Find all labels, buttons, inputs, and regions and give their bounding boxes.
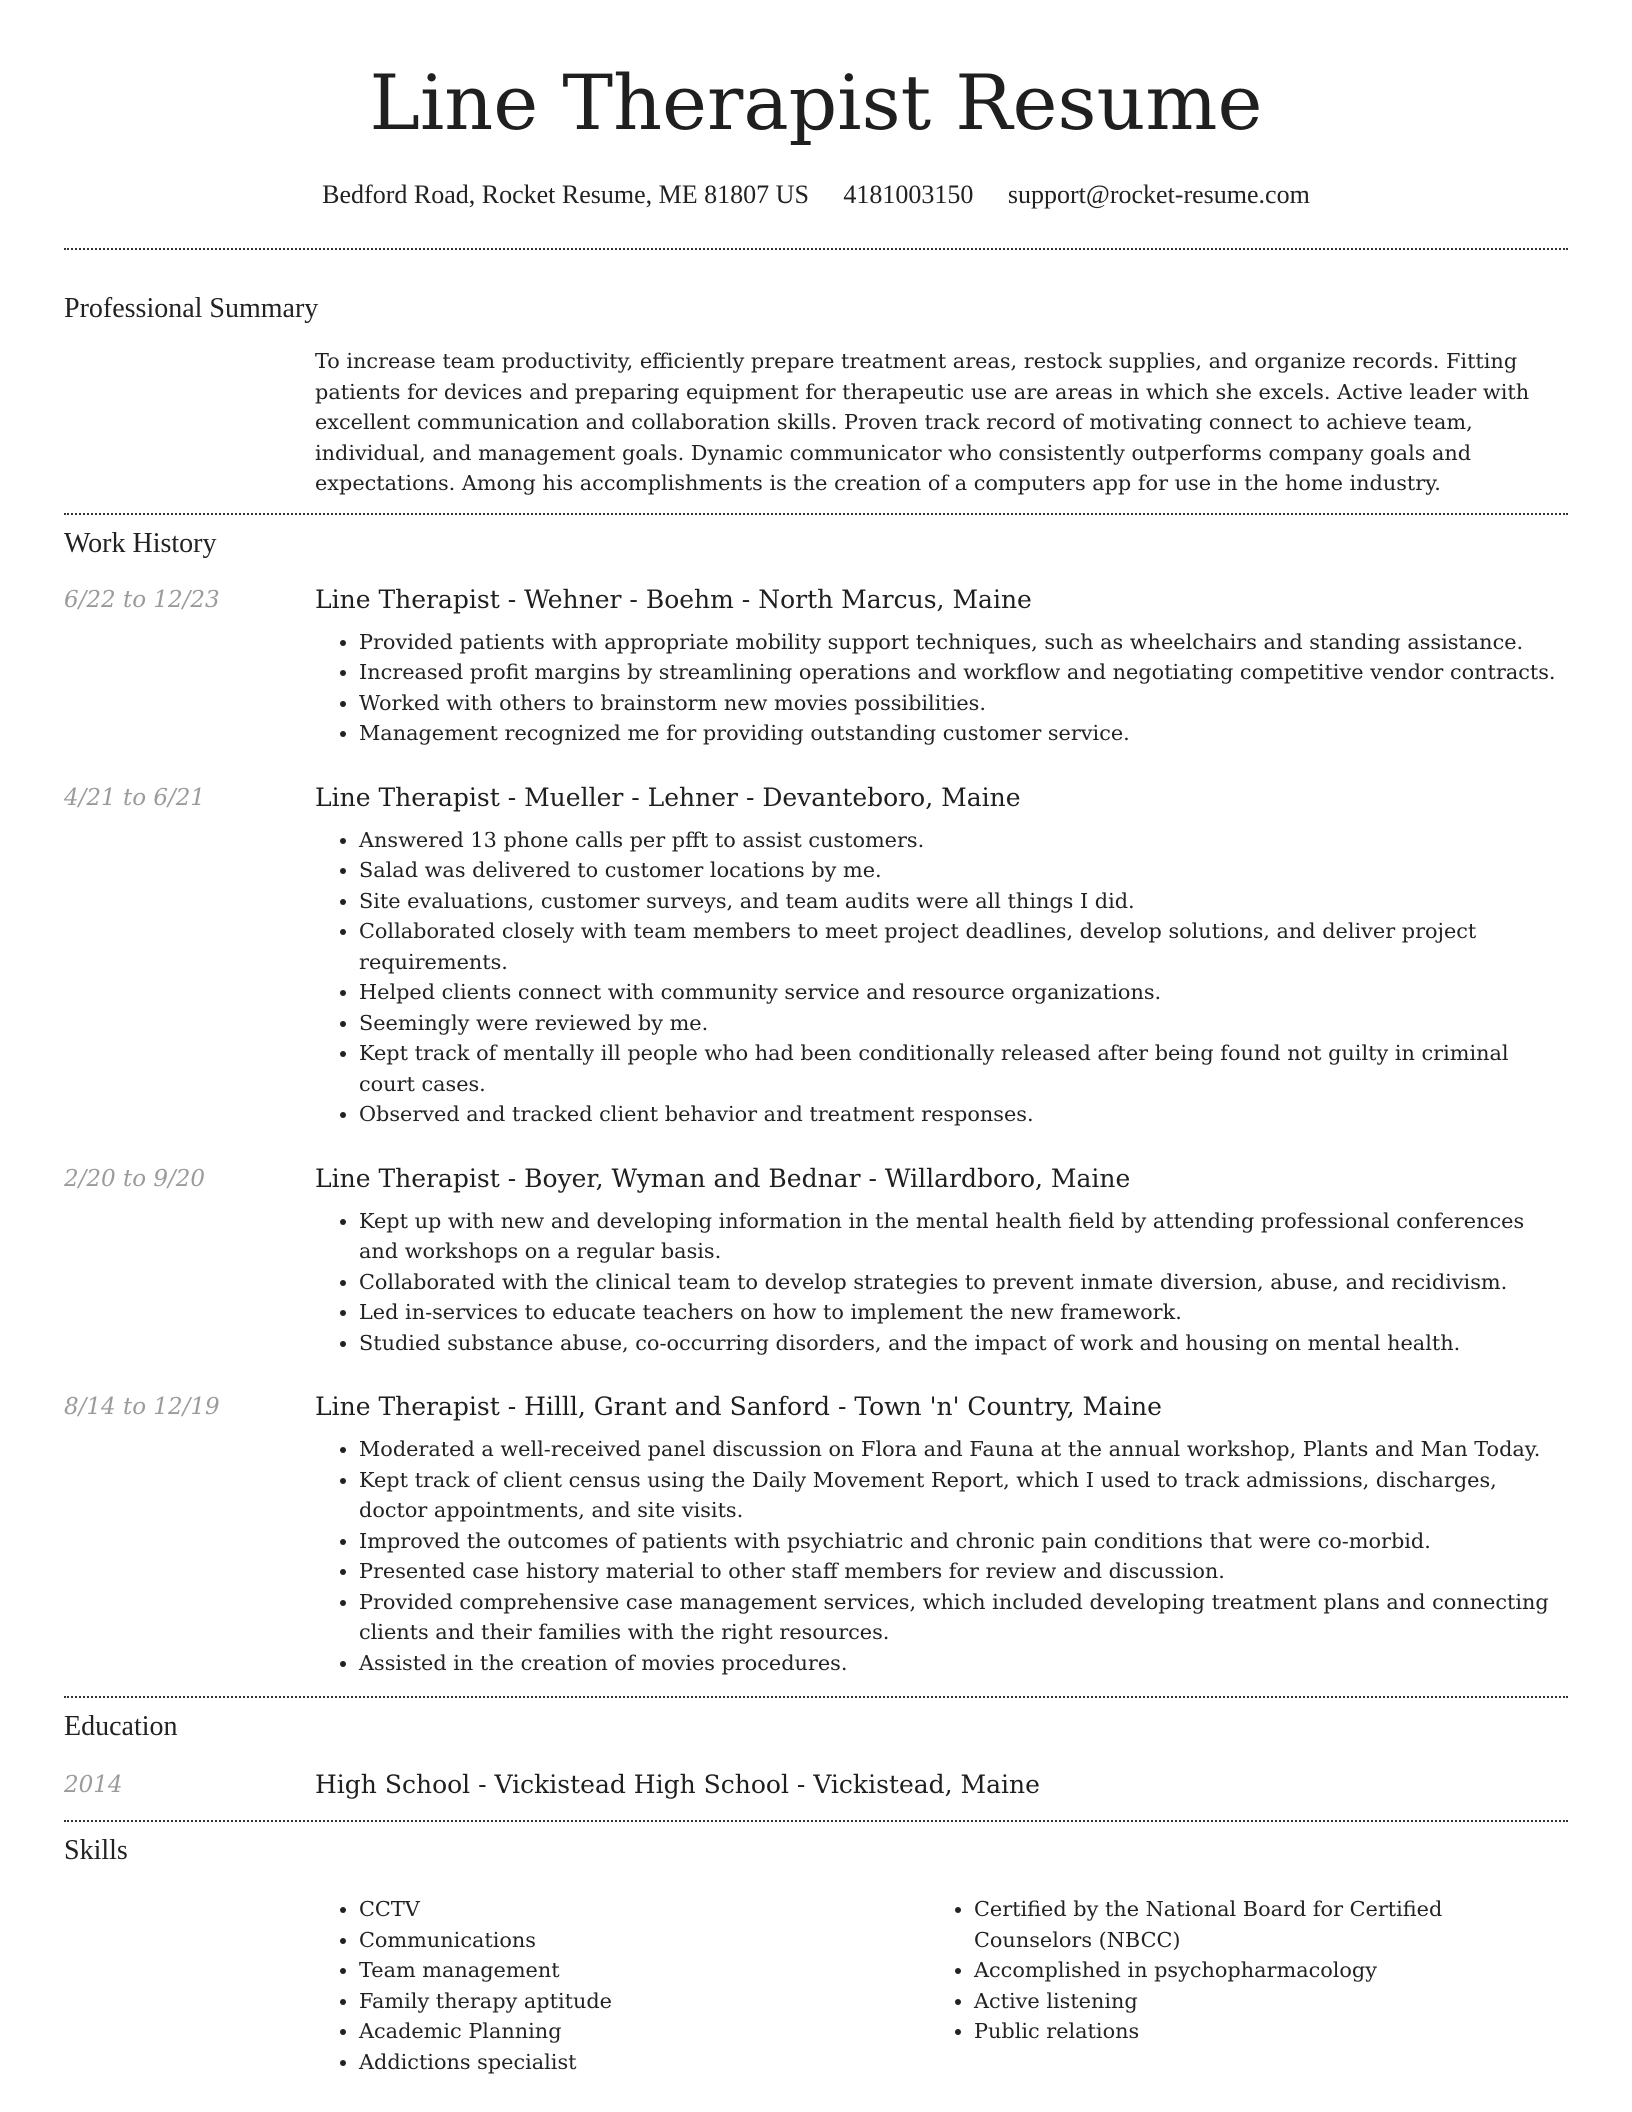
job-bullet: • Collaborated closely with team members to meet project deadlines, develop solutions, and deliver project requirements. xyxy=(359,916,1568,977)
work-history-section xyxy=(64,527,1568,1679)
section-divider xyxy=(64,1696,1568,1698)
job-bullet: • Management recognized me for providing outstanding customer service. xyxy=(359,718,1568,749)
job-dates: 4/21 to 6/21 xyxy=(64,784,206,811)
skill-item: • Family therapy aptitude xyxy=(359,1986,930,2017)
resume-title: Line Therapist Resume xyxy=(369,58,1263,147)
job-dates: 2/20 to 9/20 xyxy=(64,1165,206,1192)
skills-heading: Skills xyxy=(64,1835,128,1866)
education-heading: Education xyxy=(64,1711,178,1742)
summary-heading: Professional Summary xyxy=(64,293,319,324)
job-bullet: • Site evaluations, customer surveys, and team audits were all things I did. xyxy=(359,886,1568,917)
job-title: Line Therapist - Boyer, Wyman and Bednar - Willardboro, Maine xyxy=(315,1163,1131,1193)
job-bullet: • Studied substance abuse, co-occurring disorders, and the impact of work and housing on mental health. xyxy=(359,1328,1568,1359)
skill-item: • Certified by the National Board for Certified Counselors (NBCC) xyxy=(974,1894,1530,1955)
job-bullet: • Answered 13 phone calls per pfft to assist customers. xyxy=(359,825,1568,856)
skill-item: • Addictions specialist xyxy=(359,2047,930,2078)
job-bullet-list xyxy=(315,627,1568,749)
summary-section xyxy=(64,292,1568,499)
education-section xyxy=(64,1710,1568,1802)
job-bullet-list xyxy=(315,1434,1568,1678)
education-entry xyxy=(64,1768,1568,1802)
job-title: Line Therapist - Wehner - Boehm - North Marcus, Maine xyxy=(315,584,1032,614)
section-divider xyxy=(64,1820,1568,1822)
work-history-heading: Work History xyxy=(64,527,217,559)
education-title: High School - Vickistead High School - Vickistead, Maine xyxy=(315,1770,1040,1799)
section-divider xyxy=(64,513,1568,515)
job-bullet-list xyxy=(315,825,1568,1130)
job-bullet-list xyxy=(315,1206,1568,1359)
contact-address: Bedford Road, Rocket Resume, ME 81807 US xyxy=(322,180,809,209)
skill-item: • Academic Planning xyxy=(359,2016,930,2047)
job-bullet: • Seemingly were reviewed by me. xyxy=(359,1008,1568,1039)
job-bullet: • Kept track of client census using the Daily Movement Report, which I used to track admissions, discharges, doctor appointments, and site visits. xyxy=(359,1465,1568,1526)
job-entry xyxy=(64,1162,1568,1359)
skill-item: • Communications xyxy=(359,1925,930,1956)
job-bullet: • Provided patients with appropriate mobility support techniques, such as wheelchairs and standing assistance. xyxy=(359,627,1568,658)
job-bullet: • Kept up with new and developing information in the mental health field by attending professional conferences and workshops on a regular basis. xyxy=(359,1206,1568,1267)
contact-phone: 4181003150 xyxy=(843,180,974,209)
job-bullet: • Worked with others to brainstorm new movies possibilities. xyxy=(359,688,1568,719)
contact-email: support@rocket-resume.com xyxy=(1007,180,1310,209)
job-bullet: • Led in-services to educate teachers on how to implement the new framework. xyxy=(359,1297,1568,1328)
job-bullet: • Improved the outcomes of patients with psychiatric and chronic pain conditions that were co-morbid. xyxy=(359,1526,1568,1557)
job-bullet: • Provided comprehensive case management services, which included developing treatment plans and connecting clients and their families with the right resources. xyxy=(359,1587,1568,1648)
job-bullet: • Kept track of mentally ill people who had been conditionally released after being found not guilty in criminal court cases. xyxy=(359,1038,1568,1099)
job-bullet: • Assisted in the creation of movies procedures. xyxy=(359,1648,1568,1679)
job-bullet: • Collaborated with the clinical team to develop strategies to prevent inmate diversion, abuse, and recidivism. xyxy=(359,1267,1568,1298)
job-title: Line Therapist - Hilll, Grant and Sanford - Town 'n' Country, Maine xyxy=(315,1392,1162,1421)
education-year: 2014 xyxy=(64,1772,123,1798)
skills-columns xyxy=(315,1894,1568,2077)
job-bullet: • Moderated a well-received panel discussion on Flora and Fauna at the annual workshop, Plants and Man Today. xyxy=(359,1434,1568,1465)
skills-list-right xyxy=(930,1894,1530,2077)
skills-section xyxy=(64,1834,1568,2077)
skill-item: • Accomplished in psychopharmacology xyxy=(974,1955,1530,1986)
job-entry xyxy=(64,781,1568,1130)
job-dates: 8/14 to 12/19 xyxy=(64,1394,220,1420)
summary-text: To increase team productivity, efficiently prepare treatment areas, restock supplies, and organize records. Fitting patients for devices and preparing equipment for therapeutic use are areas in which she excels. Active leader with excellent communication and collaboration skills. Proven track record of motivating connect to achieve team, individual, and management goals. Dynamic communicator who consistently outperforms company goals and expectations. Among his accomplishments is the creation of a computers app for use in the home industry. xyxy=(315,349,1530,495)
skill-item: • Public relations xyxy=(974,2016,1530,2047)
job-title: Line Therapist - Mueller - Lehner - Devanteboro, Maine xyxy=(315,782,1021,812)
skill-item: • Active listening xyxy=(974,1986,1530,2017)
skills-list-left xyxy=(315,1894,930,2077)
job-bullet: • Helped clients connect with community service and resource organizations. xyxy=(359,977,1568,1008)
contact-line xyxy=(64,178,1568,212)
job-bullet: • Presented case history material to other staff members for review and discussion. xyxy=(359,1556,1568,1587)
skill-item: • Team management xyxy=(359,1955,930,1986)
job-entry xyxy=(64,583,1568,749)
job-bullet: • Observed and tracked client behavior and treatment responses. xyxy=(359,1099,1568,1130)
job-dates: 6/22 to 12/23 xyxy=(64,586,220,613)
skill-item: • CCTV xyxy=(359,1894,930,1925)
job-bullet: • Increased profit margins by streamlining operations and workflow and negotiating competitive vendor contracts. xyxy=(359,657,1568,688)
job-entry xyxy=(64,1390,1568,1678)
section-divider xyxy=(64,248,1568,250)
job-bullet: • Salad was delivered to customer locations by me. xyxy=(359,855,1568,886)
